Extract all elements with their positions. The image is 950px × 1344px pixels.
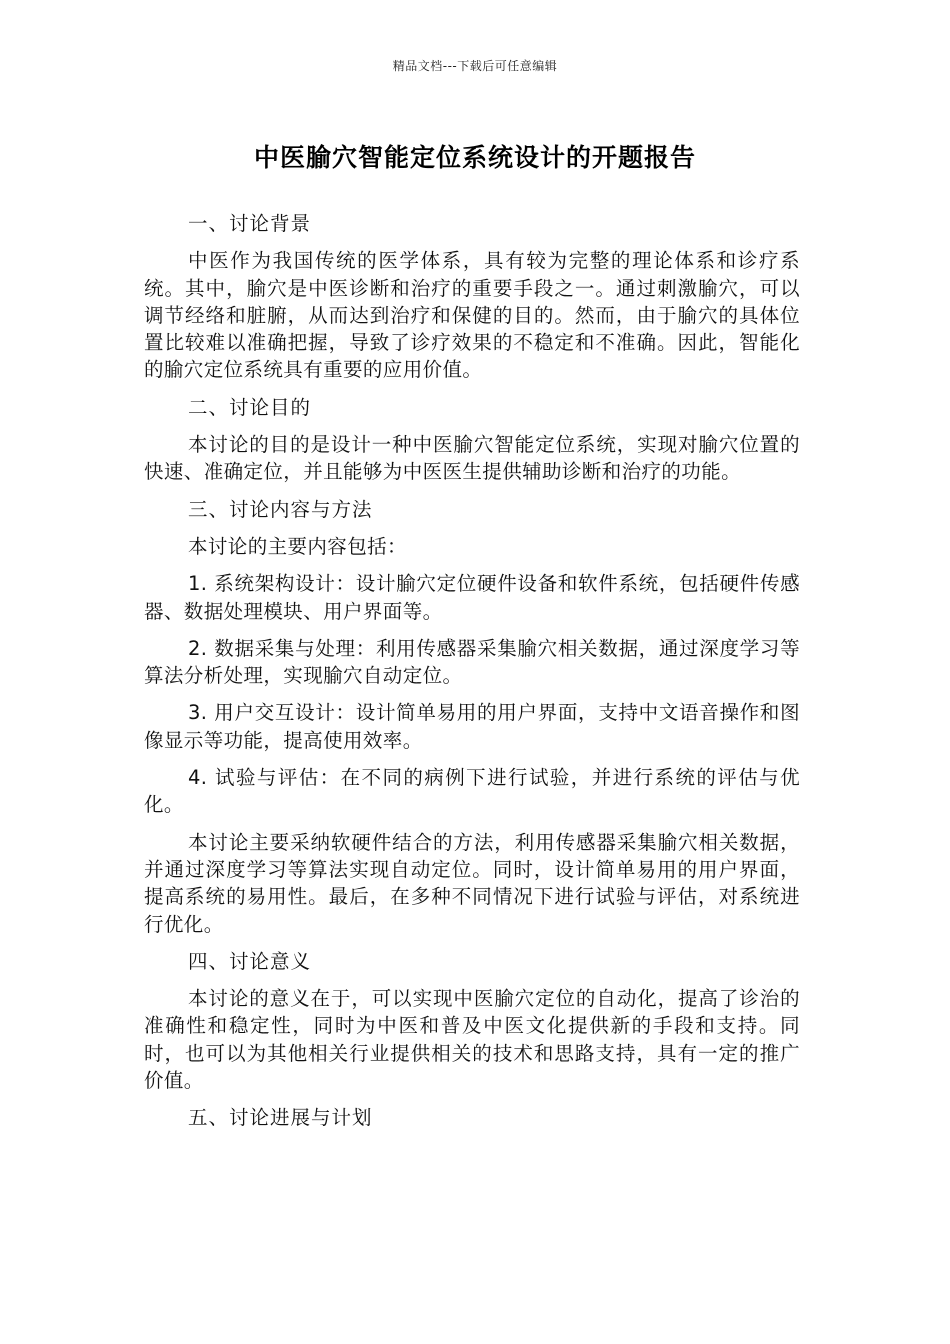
content-item-2: 2. 数据采集与处理：利用传感器采集腧穴相关数据，通过深度学习等算法分析处理，实现腧穴自动定位。: [144, 636, 800, 688]
page-header-note: 精品文档---下载后可任意编辑: [392, 59, 558, 73]
section-heading-background: 一、讨论背景: [188, 212, 312, 235]
background-paragraph: 中医作为我国传统的医学体系，具有较为完整的理论体系和诊疗系统。其中，腧穴是中医诊断和治疗的重要手段之一。通过刺激腧穴，可以调节经络和脏腑，从而达到治疗和保健的目的。然而，由于腧穴的具体位置比较难以准确把握，导致了诊疗效果的不稳定和不准确。因此，智能化的腧穴定位系统具有重要的应用价值。: [144, 249, 800, 382]
content-item-3: 3. 用户交互设计：设计简单易用的用户界面，支持中文语音操作和图像显示等功能，提高使用效率。: [144, 701, 800, 752]
document-body: [144, 210, 800, 1142]
content-intro: 本讨论的主要内容包括：: [188, 534, 407, 558]
section-heading-purpose: 二、讨论目的: [188, 395, 312, 419]
document-title: 中医腧穴智能定位系统设计的开题报告: [253, 143, 696, 172]
methods-paragraph: 本讨论主要采纳软硬件结合的方法，利用传感器采集腧穴相关数据，并通过深度学习等算法实现自动定位。同时，设计简单易用的用户界面，提高系统的易用性。最后，在多种不同情况下进行试验与评估，对系统进行优化。: [144, 830, 800, 936]
section-heading-progress-plan: 五、讨论进展与计划: [188, 1106, 373, 1130]
content-item-1: 1. 系统架构设计：设计腧穴定位硬件设备和软件系统，包括硬件传感器、数据处理模块、用户界面等。: [144, 572, 800, 623]
purpose-paragraph: 本讨论的目的是设计一种中医腧穴智能定位系统，实现对腧穴位置的快速、准确定位，并且能够为中医医生提供辅助诊断和治疗的功能。: [144, 433, 800, 484]
content-item-4: 4. 试验与评估：在不同的病例下进行试验，并进行系统的评估与优化。: [144, 766, 800, 817]
section-heading-content-methods: 三、讨论内容与方法: [188, 497, 373, 521]
significance-paragraph: 本讨论的意义在于，可以实现中医腧穴定位的自动化，提高了诊治的准确性和稳定性，同时为中医和普及中医文化提供新的手段和支持。同时，也可以为其他相关行业提供相关的技术和思路支持，具有一定的推广价值。: [144, 987, 800, 1093]
section-heading-significance: 四、讨论意义: [188, 949, 312, 973]
